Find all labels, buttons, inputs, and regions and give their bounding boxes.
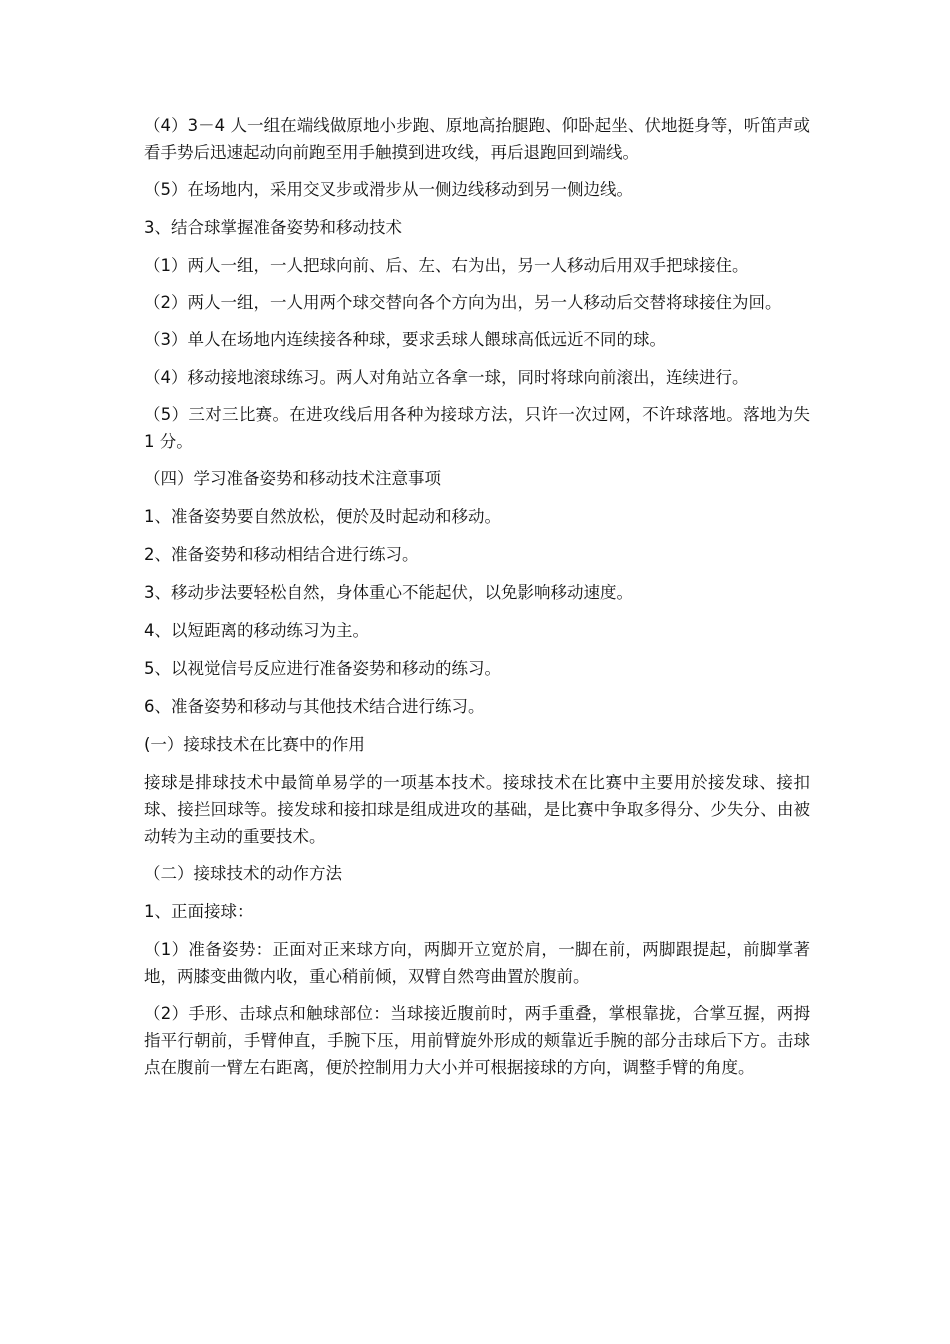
paragraph-receive-intro: 接球是排球技术中最简单易学的一项基本技术。接球技术在比赛中主要用於接发球、接扣球、接拦回球等。接发球和接扣球是组成进攻的基础，是比赛中争取多得分、少失分、由被动转为主动的重要技术。 <box>144 773 810 846</box>
paragraph-ball-drill-2: （2）两人一组，一人用两个球交替向各个方向为出，另一人移动后交替将球接住为回。 <box>144 293 782 312</box>
paragraph-ball-drill-5: （5）三对三比赛。在进攻线后用各种为接球方法，只许一次过网，不许球落地。落地为失 1 分。 <box>144 405 810 451</box>
note-item-2: 2、准备姿势和移动相结合进行练习。 <box>144 545 419 564</box>
paragraph-hand-shape: （2）手形、击球点和触球部位：当球接近腹前时，两手重叠，掌根靠拢，合掌互握，两拇指平行朝前，手臂伸直，手腕下压，用前臂旋外形成的颊靠近手腕的部分击球后下方。击球点在腹前一臂左右距离，便於控制用力大小并可根据接球的方向，调整手臂的角度。 <box>144 1004 810 1077</box>
paragraph-drill-4: （4）3－4 人一组在端线做原地小步跑、原地高抬腿跑、仰卧起坐、伏地挺身等，听笛声或看手势后迅速起动向前跑至用手触摸到进攻线，再后退跑回到端线。 <box>144 116 810 162</box>
section-heading-receive-role: (一）接球技术在比赛中的作用 <box>144 735 365 754</box>
paragraph-drill-5: （5）在场地内，采用交叉步或滑步从一侧边线移动到另一侧边线。 <box>144 180 633 199</box>
subheading-front-receive: 1、正面接球： <box>144 902 254 921</box>
section-heading-notes: （四）学习准备姿势和移动技术注意事项 <box>144 469 441 488</box>
note-item-1: 1、准备姿势要自然放松，便於及时起动和移动。 <box>144 507 501 526</box>
note-item-6: 6、准备姿势和移动与其他技术结合进行练习。 <box>144 697 485 716</box>
note-item-3: 3、移动步法要轻松自然，身体重心不能起伏，以免影响移动速度。 <box>144 583 633 602</box>
section-heading-receive-method: （二）接球技术的动作方法 <box>144 864 342 883</box>
document-body <box>144 112 810 1091</box>
paragraph-ball-drill-1: （1）两人一组，一人把球向前、后、左、右为出，另一人移动后用双手把球接住。 <box>144 256 749 275</box>
note-item-5: 5、以视觉信号反应进行准备姿势和移动的练习。 <box>144 659 501 678</box>
section-heading-ball-movement: 3、结合球掌握准备姿势和移动技术 <box>144 218 402 237</box>
paragraph-ball-drill-3: （3）单人在场地内连续接各种球，要求丢球人餵球高低远近不同的球。 <box>144 330 666 349</box>
paragraph-ball-drill-4: （4）移动接地滚球练习。两人对角站立各拿一球，同时将球向前滚出，连续进行。 <box>144 368 749 387</box>
note-item-4: 4、以短距离的移动练习为主。 <box>144 621 369 640</box>
paragraph-ready-stance: （1）准备姿势：正面对正来球方向，两脚开立宽於肩，一脚在前，两脚跟提起，前脚掌著地，两膝变曲微内收，重心稍前倾，双臂自然弯曲置於腹前。 <box>144 940 810 986</box>
